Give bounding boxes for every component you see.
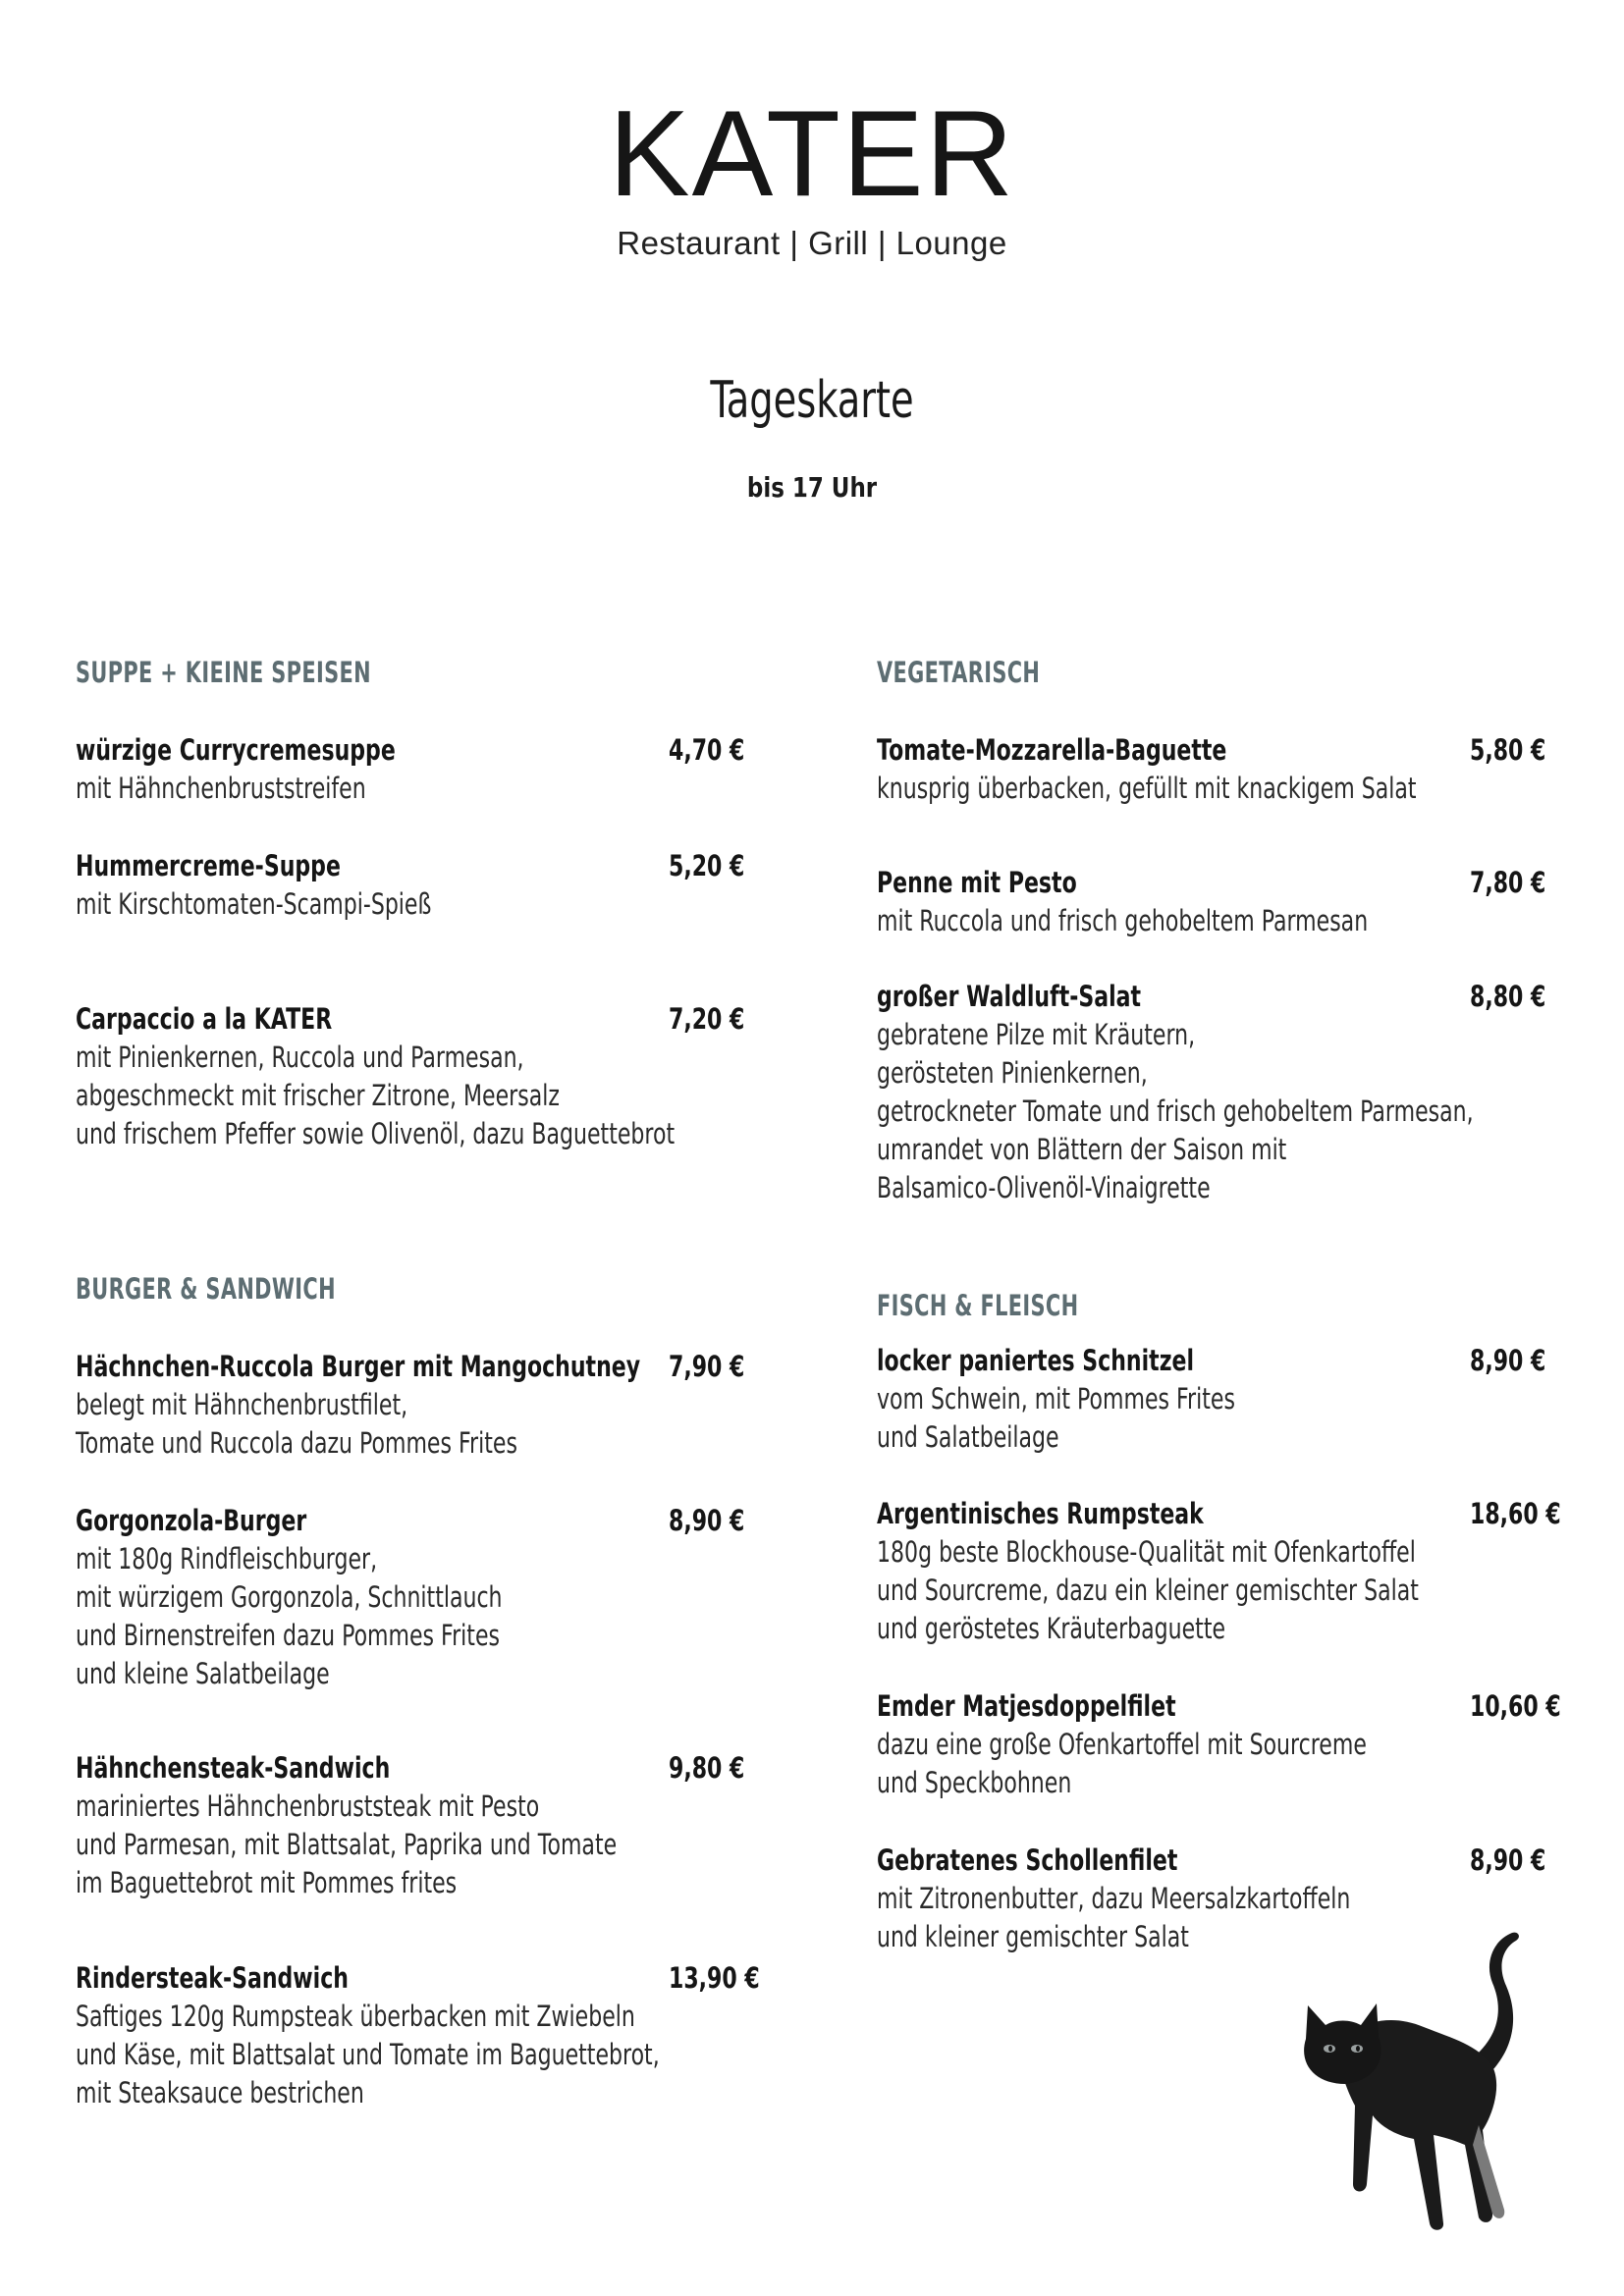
item-description: und Parmesan, mit Blattsalat, Paprika und Tomate bbox=[76, 1828, 618, 1861]
item-description: mit würzigem Gorgonzola, Schnittlauch bbox=[76, 1580, 503, 1614]
item-description: und Speckbohnen bbox=[877, 1766, 1072, 1799]
item-description: umrandet von Blättern der Saison mit bbox=[877, 1133, 1287, 1166]
item-price: 7,80 € bbox=[1470, 866, 1546, 899]
item-name: großer Waldluft-Salat bbox=[877, 980, 1142, 1013]
section-heading-burger: BURGER & SANDWICH bbox=[76, 1272, 336, 1306]
item-description: im Baguettebrot mit Pommes frites bbox=[76, 1866, 458, 1899]
item-description: und kleine Salatbeilage bbox=[76, 1657, 330, 1690]
item-name: Hächnchen-Ruccola Burger mit Mangochutney bbox=[76, 1350, 641, 1383]
menu-item bbox=[877, 1494, 1590, 1648]
menu-item bbox=[877, 863, 1546, 940]
item-description: und Birnenstreifen dazu Pommes Frites bbox=[76, 1619, 500, 1652]
menu-item bbox=[76, 1347, 819, 1463]
item-description: knusprig überbacken, gefüllt mit knackigem Salat bbox=[877, 772, 1417, 805]
item-price: 9,80 € bbox=[669, 1751, 745, 1785]
item-name: Hähnchensteak-Sandwich bbox=[76, 1751, 391, 1785]
item-name: Gebratenes Schollenfilet bbox=[877, 1843, 1178, 1877]
item-name: würzige Currycremesuppe bbox=[76, 733, 396, 767]
brand-logo-name: KATER bbox=[608, 86, 1016, 222]
item-name: locker paniertes Schnitzel bbox=[877, 1344, 1195, 1377]
menu-item bbox=[76, 730, 745, 808]
item-name: Tomate-Mozzarella-Baguette bbox=[877, 733, 1227, 767]
item-description: mit 180g Rindfleischburger, bbox=[76, 1542, 378, 1575]
item-description: mit Ruccola und frisch gehobeltem Parmesan bbox=[877, 904, 1369, 937]
menu-item bbox=[877, 1686, 1561, 1802]
item-description: mit Kirschtomaten-Scampi-Spieß bbox=[76, 887, 432, 921]
item-description: Tomate und Ruccola dazu Pommes Frites bbox=[76, 1426, 517, 1460]
item-description: und Käse, mit Blattsalat und Tomate im Baguettebrot, bbox=[76, 2038, 660, 2071]
item-description: abgeschmeckt mit frischer Zitrone, Meersalz bbox=[76, 1079, 560, 1112]
menu-item bbox=[76, 999, 864, 1153]
item-description: belegt mit Hähnchenbrustfilet, bbox=[76, 1388, 408, 1421]
item-price: 8,90 € bbox=[1470, 1843, 1546, 1877]
item-description: dazu eine große Ofenkartoffel mit Sourcreme bbox=[877, 1728, 1367, 1761]
item-price: 7,20 € bbox=[669, 1002, 745, 1036]
item-description: mariniertes Hähnchenbruststeak mit Pesto bbox=[76, 1789, 540, 1823]
item-name: Gorgonzola-Burger bbox=[76, 1504, 307, 1537]
item-description: mit Steaksauce bestrichen bbox=[76, 2076, 364, 2109]
item-price: 13,90 € bbox=[669, 1961, 760, 1995]
menu-item bbox=[76, 1958, 844, 2112]
item-description: mit Pinienkernen, Ruccola und Parmesan, bbox=[76, 1041, 524, 1074]
item-price: 8,80 € bbox=[1470, 980, 1546, 1013]
menu-item bbox=[76, 1748, 787, 1902]
item-name: Carpaccio a la KATER bbox=[76, 1002, 333, 1036]
item-description: und kleiner gemischter Salat bbox=[877, 1920, 1189, 1953]
item-description: mit Hähnchenbruststreifen bbox=[76, 772, 366, 805]
item-name: Argentinisches Rumpsteak bbox=[877, 1497, 1204, 1530]
item-description: mit Zitronenbutter, dazu Meersalzkartoffeln bbox=[877, 1882, 1351, 1915]
item-description: gerösteten Pinienkernen, bbox=[877, 1056, 1148, 1090]
item-description: Saftiges 120g Rumpsteak überbacken mit Zwiebeln bbox=[76, 2000, 635, 2033]
brand-tagline: Restaurant | Grill | Lounge bbox=[617, 225, 1007, 261]
item-name: Emder Matjesdoppelfilet bbox=[877, 1689, 1176, 1723]
menu-item bbox=[76, 1501, 745, 1693]
section-heading-vegetarisch: VEGETARISCH bbox=[877, 656, 1041, 689]
item-description: vom Schwein, mit Pommes Frites bbox=[877, 1382, 1235, 1415]
item-price: 18,60 € bbox=[1470, 1497, 1561, 1530]
item-price: 8,90 € bbox=[1470, 1344, 1546, 1377]
item-description: gebratene Pilze mit Kräutern, bbox=[877, 1018, 1196, 1051]
menu-subtitle: bis 17 Uhr bbox=[746, 471, 878, 504]
item-name: Penne mit Pesto bbox=[877, 866, 1077, 899]
item-price: 5,20 € bbox=[669, 849, 745, 882]
item-name: Rindersteak-Sandwich bbox=[76, 1961, 349, 1995]
item-description: 180g beste Blockhouse-Qualität mit Ofenkartoffel bbox=[877, 1535, 1416, 1569]
menu-item bbox=[76, 846, 745, 924]
item-price: 5,80 € bbox=[1470, 733, 1546, 767]
item-price: 7,90 € bbox=[669, 1350, 745, 1383]
item-description: Balsamico-Olivenöl-Vinaigrette bbox=[877, 1171, 1211, 1204]
section-heading-suppe: SUPPE + KIEINE SPEISEN bbox=[76, 656, 371, 689]
restaurant-header bbox=[0, 86, 1624, 262]
item-description: getrockneter Tomate und frisch gehobeltem Parmesan, bbox=[877, 1095, 1474, 1128]
item-description: und frischem Pfeffer sowie Olivenöl, dazu Baguettebrot bbox=[76, 1117, 676, 1150]
menu-item bbox=[877, 1341, 1546, 1457]
item-price: 10,60 € bbox=[1470, 1689, 1561, 1723]
black-cat-icon bbox=[1296, 1929, 1561, 2243]
item-description: und Sourcreme, dazu ein kleiner gemischter Salat bbox=[877, 1574, 1419, 1607]
item-name: Hummercreme-Suppe bbox=[76, 849, 341, 882]
menu-title: Tageskarte bbox=[710, 371, 914, 430]
section-heading-fisch: FISCH & FLEISCH bbox=[877, 1289, 1079, 1322]
item-price: 8,90 € bbox=[669, 1504, 745, 1537]
item-description: und Salatbeilage bbox=[877, 1420, 1059, 1454]
item-price: 4,70 € bbox=[669, 733, 745, 767]
item-description: und geröstetes Kräuterbaguette bbox=[877, 1612, 1226, 1645]
menu-item bbox=[877, 977, 1624, 1207]
menu-item bbox=[877, 730, 1587, 808]
